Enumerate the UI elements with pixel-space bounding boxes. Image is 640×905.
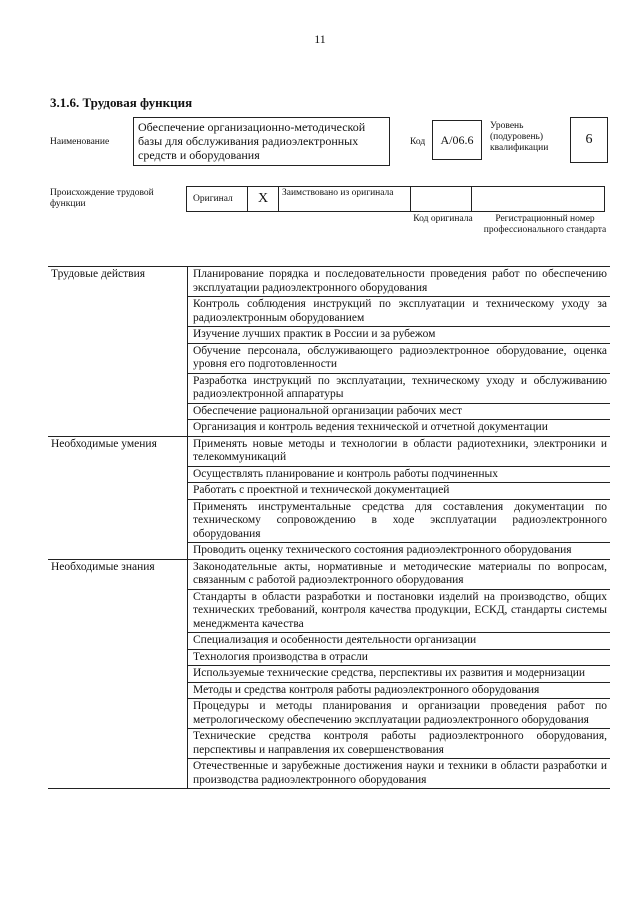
section-labor-actions	[48, 267, 610, 437]
section-label: Необходимые знания	[48, 560, 188, 789]
list-item: Специализация и особенности деятельности организации	[188, 633, 610, 650]
code-original-label: Код оригинала	[413, 214, 473, 224]
reg-number-label: Регистрационный номер профессионального стандарта	[483, 214, 607, 235]
list-item: Применять инструментальные средства для составления документации по техническому сопровождению в ходе эксплуатации радиоэлектронного оборудования	[188, 500, 610, 544]
list-item: Проводить оценку технического состояния радиоэлектронного оборудования	[193, 544, 572, 556]
origin-row	[187, 186, 609, 212]
list-item: Используемые технические средства, перспективы их развития и модернизации	[188, 666, 610, 683]
origin-reg-cell	[471, 186, 605, 212]
list-item: Технические средства контроля работы радиоэлектронного оборудования, перспективы и направления их совершенствования	[188, 729, 610, 759]
function-code: А/06.6	[432, 120, 482, 160]
list-item: Отечественные и зарубежные достижения науки и техники в области разработки и производства радиоэлектронного оборудования	[193, 760, 607, 786]
origin-label: Происхождение трудовой функции	[50, 188, 154, 209]
origin-code-cell	[410, 186, 472, 212]
section-skills	[48, 437, 610, 560]
list-item: Технология производства в отрасли	[188, 650, 610, 667]
section-label: Трудовые действия	[48, 267, 188, 436]
list-item: Контроль соблюдения инструкций по эксплуатации и техническому уходу за радиоэлектронным оборудованием	[188, 297, 610, 327]
section-knowledge	[48, 560, 610, 790]
origin-original: Оригинал	[186, 186, 248, 212]
list-item: Разработка инструкций по эксплуатации, техническому уходу и обслуживанию радиоэлектронной аппаратуры	[188, 374, 610, 404]
function-table	[48, 266, 610, 789]
function-name: Обеспечение организационно-методической базы для обслуживания радиоэлектронных средств и оборудования	[133, 117, 390, 166]
level-label: Уровень (подуровень) квалификации	[490, 121, 549, 153]
list-item: Организация и контроль ведения технической и отчетной документации	[193, 421, 548, 433]
section-title: 3.1.6. Трудовая функция	[50, 95, 193, 110]
name-label: Наименование	[50, 137, 110, 147]
list-item: Осуществлять планирование и контроль работы подчиненных	[188, 467, 610, 484]
list-item: Стандарты в области разработки и постановки изделий на производство, общих технических требований, контроля качества продукции, ЕСКД, стандарты системы менеджмента качества	[188, 590, 610, 634]
section-label: Необходимые умения	[48, 437, 188, 559]
list-item: Обеспечение рациональной организации рабочих мест	[188, 404, 610, 421]
list-item: Обучение персонала, обслуживающего радиоэлектронное оборудование, оценка уровня его подготовленности	[188, 344, 610, 374]
list-item: Методы и средства контроля работы радиоэлектронного оборудования	[188, 683, 610, 700]
list-item: Процедуры и методы планирования и организации проведения работ по метрологическому обеспечению эксплуатации радиоэлектронного оборудования	[188, 699, 610, 729]
list-item: Изучение лучших практик в России и за рубежом	[188, 327, 610, 344]
page-number: 11	[314, 32, 326, 46]
list-item: Работать с проектной и технической документацией	[188, 483, 610, 500]
list-item: Планирование порядка и последовательности проведения работ по обеспечению эксплуатации радиоэлектронного оборудования	[188, 267, 610, 297]
list-item: Законодательные акты, нормативные и методические материалы по вопросам, связанным с работой радиоэлектронного оборудования	[188, 560, 610, 590]
code-label: Код	[410, 137, 426, 147]
list-item: Применять новые методы и технологии в области радиотехники, электроники и телекоммуникаций	[188, 437, 610, 467]
origin-mark: X	[247, 186, 279, 212]
origin-borrowed: Заимствовано из оригинала	[278, 186, 411, 212]
qualification-level: 6	[570, 117, 608, 163]
